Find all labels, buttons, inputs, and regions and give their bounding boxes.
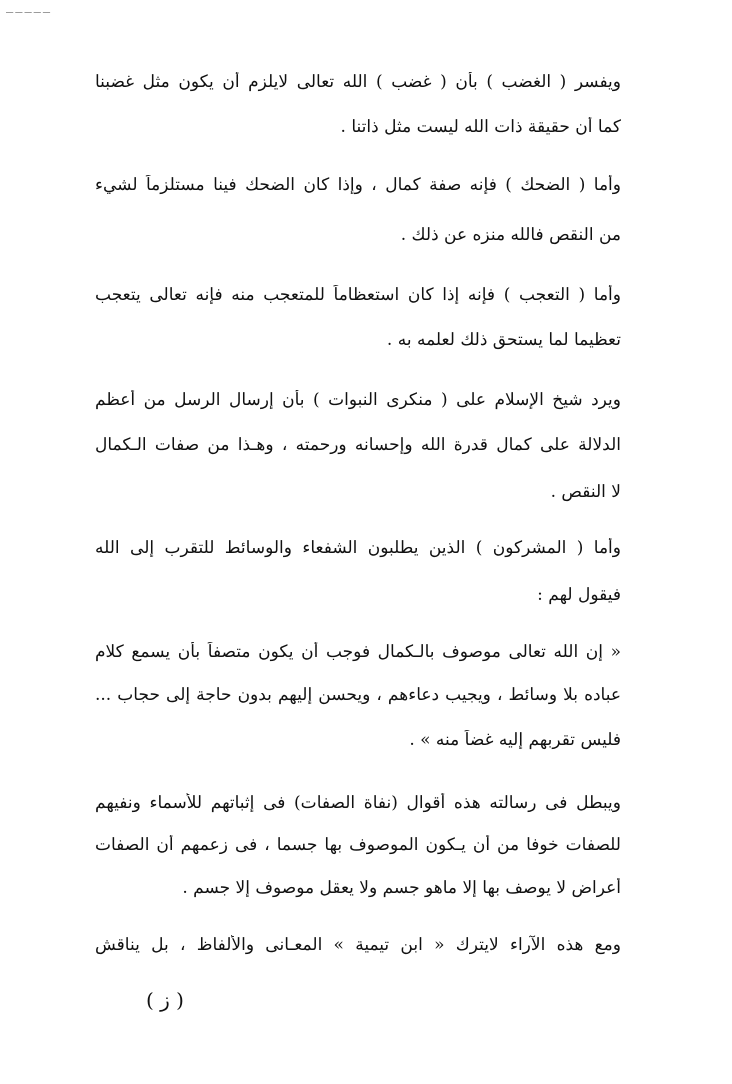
text-line: وأما ( المشركون ) الذين يطلبون الشفعاء والوسائط للتقرب إلى الله xyxy=(95,538,621,558)
text-line: لا النقص . xyxy=(550,482,621,502)
text-line: أعراض لا يوصف بها إلا ماهو جسم ولا يعقل موصوف إلا جسم . xyxy=(182,878,621,898)
text-line: للصفات خوفا من أن يـكون الموصوف بها جسما ، فى زعمهم أن الصفات xyxy=(95,835,621,855)
text-line: وأما ( التعجب ) فإنه إذا كان استعظاماً للمتعجب منه فإنه تعالى يتعجب xyxy=(95,285,621,305)
text-line: تعظيما لما يستحق ذلك لعلمه به . xyxy=(386,330,621,350)
text-line: فيقول لهم : xyxy=(537,585,621,605)
page-number: ( ز ) xyxy=(146,988,184,1012)
text-line: ويرد شيخ الإسلام على ( منكرى النبوات ) بأن إرسال الرسل من أعظم xyxy=(95,390,621,410)
text-line: فليس تقربهم إليه غضاً منه » . xyxy=(409,730,621,750)
text-line: « إن الله تعالى موصوف بالـكمال فوجب أن يكون متصفاً بأن يسمع كلام xyxy=(95,642,621,662)
text-line: من النقص فالله منزه عن ذلك . xyxy=(400,225,621,245)
text-line: كما أن حقيقة ذات الله ليست مثل ذاتنا . xyxy=(340,117,621,137)
text-line: ويبطل فى رسالته هذه أقوال (نفاة الصفات) فى إثباتهم للأسماء ونفيهم xyxy=(95,793,621,813)
text-line: عباده بلا وسائط ، ويجيب دعاءهم ، ويحسن إليهم بدون حاجة إلى حجاب ... xyxy=(95,685,621,705)
header-mark: _____ xyxy=(6,0,53,13)
text-line: وأما ( الضحك ) فإنه صفة كمال ، وإذا كان الضحك فينا مستلزماً لشيء xyxy=(95,175,621,195)
text-line: ويفسر ( الغضب ) بأن ( غضب ) الله تعالى لايلزم أن يكون مثل غضبنا xyxy=(95,72,621,92)
text-line: الدلالة على كمال قدرة الله وإحسانه ورحمته ، وهـذا من صفات الـكمال xyxy=(95,435,621,455)
text-line: ومع هذه الآراء لايترك « ابن تيمية » المعـانى والألفاظ ، بل يناقش xyxy=(95,935,621,955)
